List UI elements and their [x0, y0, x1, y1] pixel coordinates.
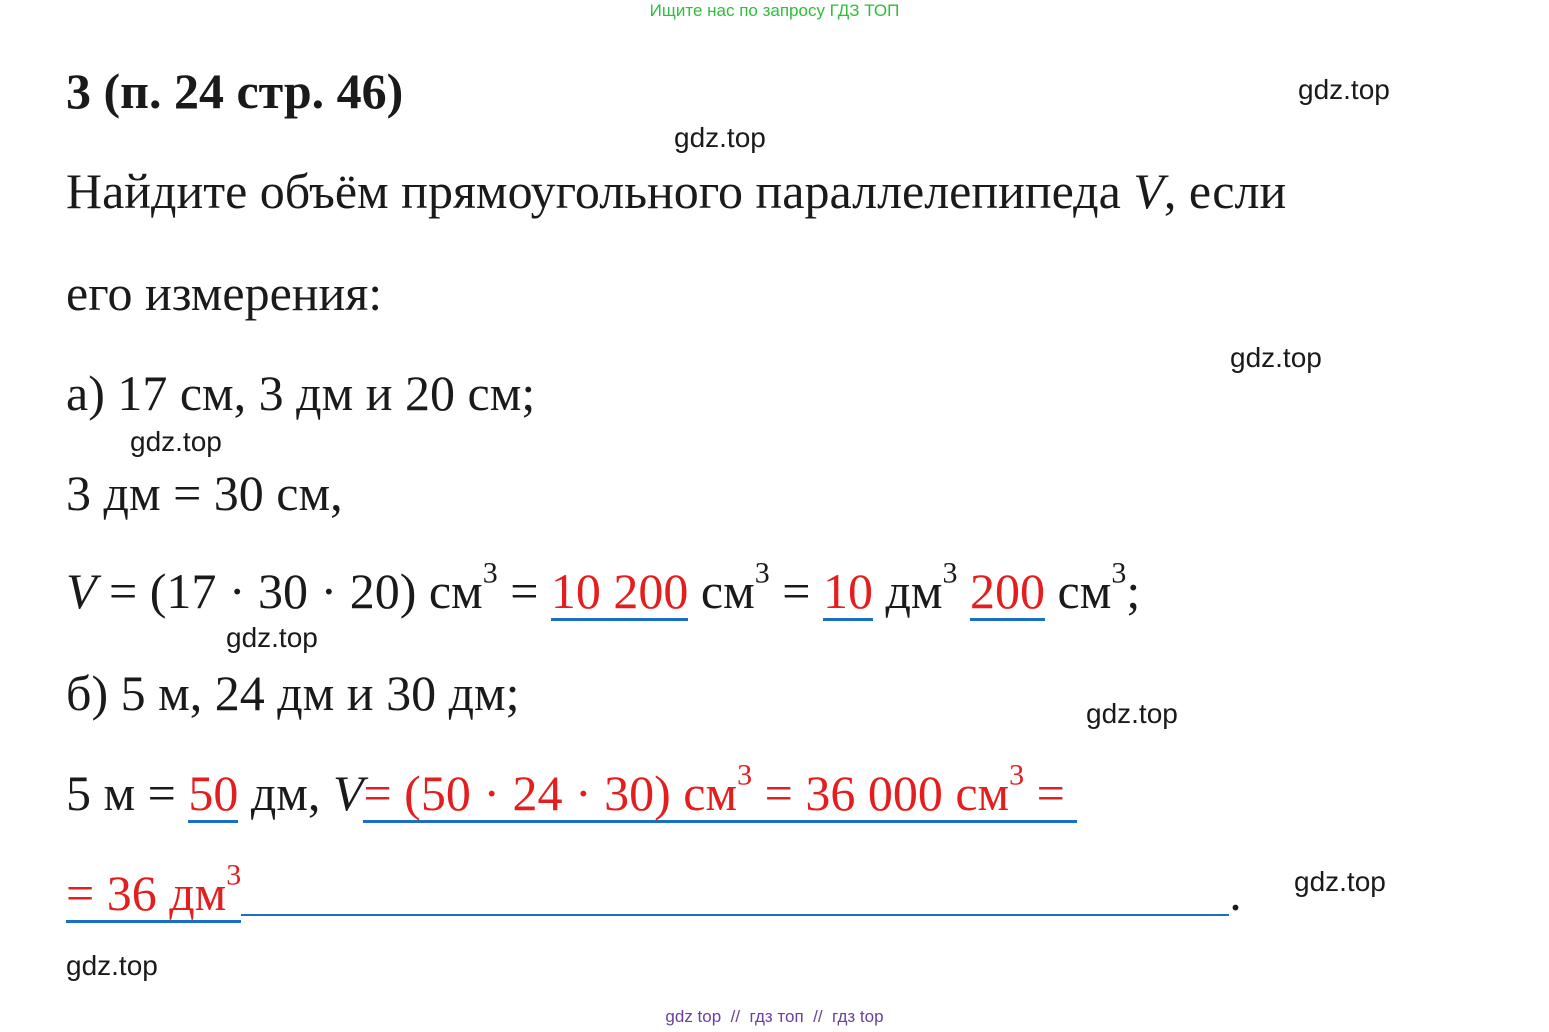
- task-line-2: его измерения:: [66, 265, 383, 321]
- watermark: gdz.top: [1294, 866, 1386, 897]
- task-text: Найдите объём прямоугольного параллелепипеда: [66, 163, 1134, 219]
- volume-variable: V: [1133, 163, 1164, 219]
- equals: =: [497, 563, 551, 619]
- part-a-calculation: [66, 556, 1141, 621]
- part-b-statement: б) 5 м, 24 дм и 30 дм;: [66, 665, 520, 721]
- answer-field-dm: 10: [822, 563, 873, 619]
- footer-link[interactable]: гдз top: [832, 1007, 884, 1026]
- footer-links: [0, 1007, 1549, 1027]
- watermark: gdz.top: [66, 950, 158, 981]
- equals: =: [769, 563, 823, 619]
- part-b-continuation: [66, 858, 1242, 923]
- answer-field-volume-cm: 10 200: [550, 563, 689, 619]
- part-b-calculation: [66, 758, 1077, 823]
- part-a-statement: а) 17 см, 3 дм и 20 см;: [66, 365, 536, 421]
- exponent: 3: [754, 556, 770, 590]
- calc-expression: = (17 · 30 · 20) см: [96, 563, 483, 619]
- answer-field-cm: 200: [970, 563, 1046, 619]
- conversion-text: дм,: [238, 765, 333, 821]
- task-text: , если: [1163, 163, 1287, 219]
- answer-field-dm: 50: [188, 765, 239, 821]
- answer-field-calculation: = (50 · 24 · 30) $см^3 = 36$ 000 $см^3$ =: [363, 767, 1077, 823]
- period: .: [1229, 865, 1242, 921]
- conversion-text: 5 м =: [66, 765, 189, 821]
- unit-text: см: [688, 563, 755, 619]
- exercise-title: 3 (п. 24 стр. 46): [66, 63, 404, 119]
- footer-separator: //: [730, 1007, 741, 1026]
- semicolon: ;: [1126, 563, 1141, 619]
- exponent: 3: [942, 556, 958, 590]
- task-line-1: [66, 162, 1286, 220]
- watermark: gdz.top: [674, 122, 766, 153]
- unit-text: дм: [872, 563, 943, 619]
- watermark: gdz.top: [130, 426, 222, 457]
- watermark: gdz.top: [1298, 74, 1390, 105]
- part-a-conversion: 3 дм = 30 см,: [66, 465, 343, 521]
- exponent: 3: [1111, 556, 1127, 590]
- exponent: 3: [482, 556, 498, 590]
- volume-variable: V: [66, 563, 97, 619]
- footer-link[interactable]: gdz top: [665, 1007, 722, 1026]
- watermark: gdz.top: [1230, 342, 1322, 373]
- top-banner[interactable]: Ищите нас по запросу ГДЗ ТОП: [649, 1, 900, 20]
- unit-text: см: [1045, 563, 1112, 619]
- watermark: gdz.top: [226, 622, 318, 653]
- volume-variable: V: [332, 765, 364, 821]
- footer-separator: //: [813, 1007, 823, 1026]
- watermark: gdz.top: [1086, 698, 1178, 729]
- answer-blank-line: [241, 913, 1229, 916]
- footer-link[interactable]: гдз топ: [749, 1007, 804, 1026]
- answer-field-result: = 36 $дм^3$: [66, 858, 242, 921]
